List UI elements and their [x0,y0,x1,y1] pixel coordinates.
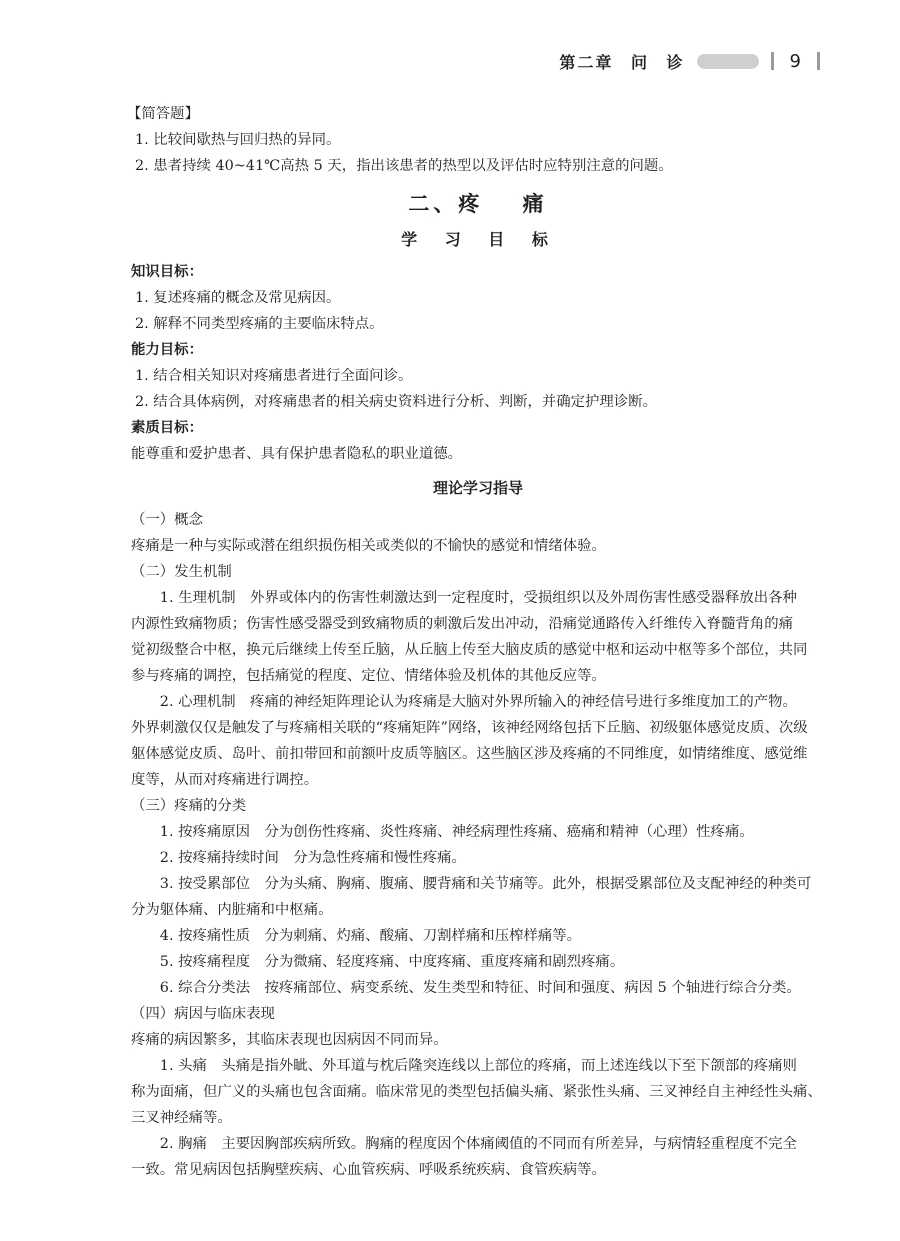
headache-line: 称为面痛，但广义的头痛也包含面痛。临床常见的类型包括偏头痛、紧张性头痛、三叉神经自主神经性头痛、 [131,1084,822,1100]
chapter-title: 第二章 问 诊 [559,52,685,72]
guide-title: 理论学习指导 [432,479,523,497]
concept-text: 疼痛是一种与实际或潜在组织损伤相关或类似的不愉快的感觉和情绪体验。 [131,538,606,554]
knowledge-label: 知识目标： [131,264,203,280]
knowledge-item: 2. 解释不同类型疼痛的主要临床特点。 [135,316,384,332]
knowledge-item: 1. 复述疼痛的概念及常见病因。 [135,290,341,306]
mechanism-line: 参与疼痛的调控，包括痛觉的程度、定位、情绪体验及机体的其他反应等。 [131,668,606,684]
question-1: 1. 比较间歇热与回归热的异同。 [135,132,341,148]
classification-item: 6. 综合分类法 按疼痛部位、病变系统、发生类型和特征、时间和强度、病因 5 个轴进行综合分类。 [159,980,801,996]
headache-line: 1. 头痛 头痛是指外眦、外耳道与枕后隆突连线以上部位的疼痛，而上述连线以下至下颌部的疼痛则 [159,1058,797,1074]
question-2: 2. 患者持续 40~41℃高热 5 天，指出该患者的热型以及评估时应特别注意的问题。 [135,158,673,174]
header-decoration [697,54,759,69]
quality-label: 素质目标： [131,420,203,436]
classification-item: 2. 按疼痛持续时间 分为急性疼痛和慢性疼痛。 [159,850,466,866]
mechanism-line: 躯体感觉皮质、岛叶、前扣带回和前额叶皮质等脑区。这些脑区涉及疼痛的不同维度，如情绪维度、感觉维 [131,746,808,762]
short-answer-label: 【简答题】 [127,106,199,122]
page-number: 9 [789,50,801,72]
quality-text: 能尊重和爱护患者、具有保护患者隐私的职业道德。 [131,446,462,462]
objectives-title: 学 习 目 标 [401,230,555,249]
header-divider-right [817,52,820,70]
classification-item: 分为躯体痛、内脏痛和中枢痛。 [131,902,333,918]
page-body [127,101,825,1183]
mechanism-line: 内源性致痛物质；伤害性感受器受到致痛物质的刺激后发出冲动，沿痛觉通路传入纤维传入脊髓背角的痛 [131,616,793,632]
ability-item: 1. 结合相关知识对疼痛患者进行全面问诊。 [135,368,413,384]
ability-item: 2. 结合具体病例，对疼痛患者的相关病史资料进行分析、判断，并确定护理诊断。 [135,394,657,410]
ability-label: 能力目标： [131,342,203,358]
mechanism-line: 1. 生理机制 外界或体内的伤害性刺激达到一定程度时，受损组织以及外周伤害性感受器释放出各种 [159,590,797,606]
classification-item: 4. 按疼痛性质 分为刺痛、灼痛、酸痛、刀割样痛和压榨样痛等。 [159,928,582,944]
chest-pain-line: 一致。常见病因包括胸壁疾病、心血管疾病、呼吸系统疾病、食管疾病等。 [131,1162,606,1178]
mechanism-line: 外界刺激仅仅是触发了与疼痛相关联的“疼痛矩阵”网络，该神经网络包括下丘脑、初级躯体感觉皮质、次级 [131,720,808,736]
mechanism-heading: （二）发生机制 [131,564,232,580]
mechanism-line: 觉初级整合中枢，换元后继续上传至丘脑，从丘脑上传至大脑皮质的感觉中枢和运动中枢等多个部位，共同 [131,642,808,658]
header-divider-left [771,52,774,70]
mechanism-line: 2. 心理机制 疼痛的神经矩阵理论认为疼痛是大脑对外界所输入的神经信号进行多维度加工的产物。 [159,694,797,710]
clinical-intro: 疼痛的病因繁多，其临床表现也因病因不同而异。 [131,1032,448,1048]
headache-line: 三叉神经痛等。 [131,1110,232,1126]
running-header [559,48,820,74]
mechanism-line: 度等，从而对疼痛进行调控。 [131,772,319,788]
chest-pain-line: 2. 胸痛 主要因胸部疾病所致。胸痛的程度因个体痛阈值的不同而有所差异，与病情轻重程度不完全 [159,1136,797,1152]
concept-heading: （一）概念 [131,512,203,528]
section-title: 二、疼 痛 [408,192,548,216]
clinical-heading: （四）病因与临床表现 [131,1006,275,1022]
classification-item: 3. 按受累部位 分为头痛、胸痛、腹痛、腰背痛和关节痛等。此外，根据受累部位及支配神经的种类可 [159,876,812,892]
classification-item: 1. 按疼痛原因 分为创伤性疼痛、炎性疼痛、神经病理性疼痛、癌痛和精神（心理）性疼痛。 [159,824,754,840]
classification-heading: （三）疼痛的分类 [131,798,247,814]
classification-item: 5. 按疼痛程度 分为微痛、轻度疼痛、中度疼痛、重度疼痛和剧烈疼痛。 [159,954,625,970]
